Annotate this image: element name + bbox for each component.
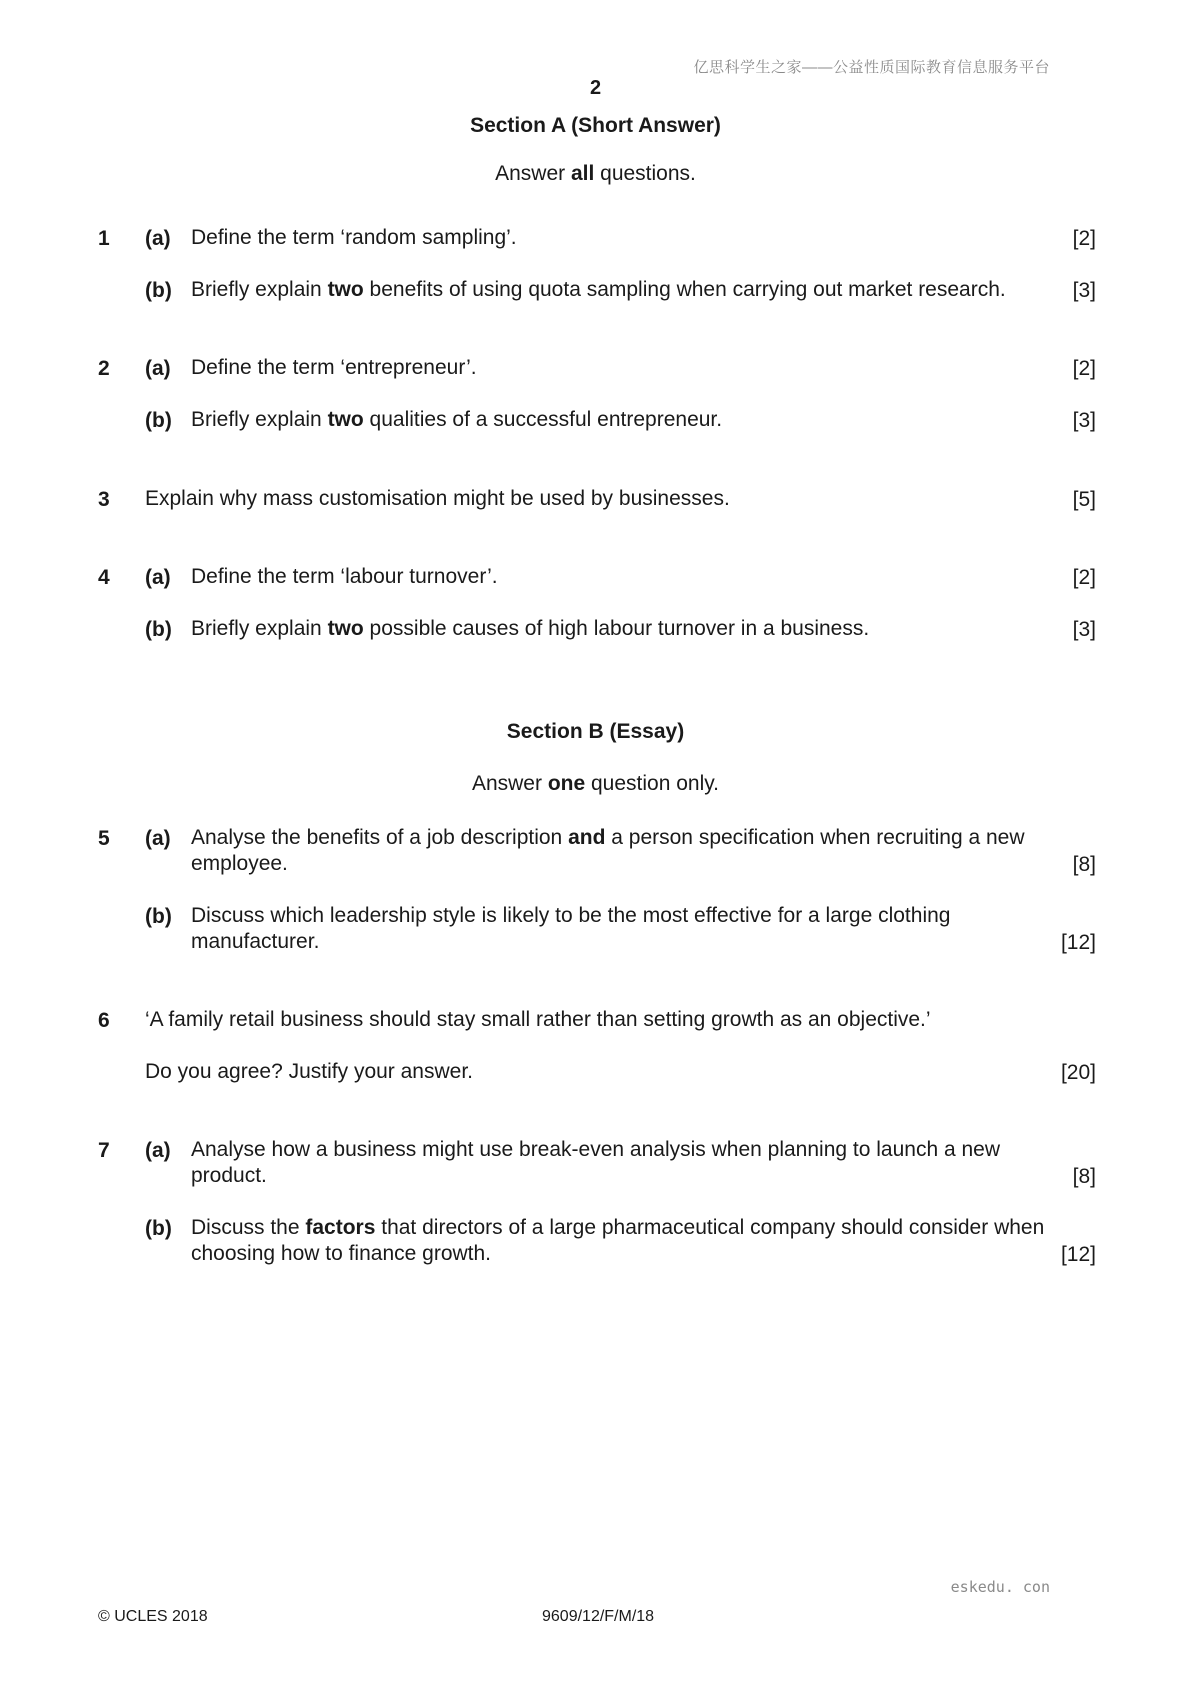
section-b-title: Section B (Essay) xyxy=(506,720,685,743)
q5-part-b-mark: [12] xyxy=(1060,931,1096,954)
q2-part-b-text: Briefly explain two qualities of a successful entrepreneur. xyxy=(191,408,723,431)
question-number-2: 2 xyxy=(98,357,110,380)
q6-prompt: Do you agree? Justify your answer. xyxy=(145,1060,474,1083)
question-number-4: 4 xyxy=(98,566,110,589)
q2-part-b-mark: [3] xyxy=(1072,409,1096,432)
footer-paper-code: 9609/12/F/M/18 xyxy=(542,1608,655,1625)
q1-part-a-mark: [2] xyxy=(1072,227,1096,250)
section-b-instruction: Answer one question only. xyxy=(471,772,720,795)
q2-part-a-mark: [2] xyxy=(1072,357,1096,380)
q3-mark: [5] xyxy=(1072,488,1096,511)
section-a-instruction: Answer all questions. xyxy=(495,162,696,185)
q6-mark: [20] xyxy=(1060,1061,1096,1084)
footer-copyright: © UCLES 2018 xyxy=(98,1608,208,1625)
question-number-3: 3 xyxy=(98,488,110,511)
q3-text: Explain why mass customisation might be used by businesses. xyxy=(145,487,730,510)
q1-part-b-label: (b) xyxy=(145,279,172,302)
q5-part-a-mark: [8] xyxy=(1072,853,1096,876)
q6-quote: ‘A family retail business should stay small rather than setting growth as an objective.’ xyxy=(145,1008,931,1031)
q5-part-a-line1: Analyse the benefits of a job description and a person specification when recruiting a new xyxy=(191,826,1025,849)
q7-part-b-label: (b) xyxy=(145,1217,172,1240)
q1-part-b-mark: [3] xyxy=(1072,279,1096,302)
q1-part-a-text: Define the term ‘random sampling’. xyxy=(191,226,517,249)
section-a-title: Section A (Short Answer) xyxy=(470,114,721,137)
q5-part-b-line1: Discuss which leadership style is likely to be the most effective for a large clothing xyxy=(191,904,951,927)
q7-part-b-line1: Discuss the factors that directors of a large pharmaceutical company should consider when xyxy=(191,1216,1045,1239)
q4-part-b-text: Briefly explain two possible causes of high labour turnover in a business. xyxy=(191,617,870,640)
q2-part-a-text: Define the term ‘entrepreneur’. xyxy=(191,356,477,379)
watermark-footer: eskedu. con xyxy=(950,1578,1050,1596)
q2-part-b-label: (b) xyxy=(145,409,172,432)
watermark-header: 亿思科学生之家——公益性质国际教育信息服务平台 xyxy=(693,59,1050,76)
page-number: 2 xyxy=(589,77,602,99)
q5-part-b-label: (b) xyxy=(145,905,172,928)
q4-part-a-mark: [2] xyxy=(1072,566,1096,589)
q4-part-b-mark: [3] xyxy=(1072,618,1096,641)
q2-part-a-label: (a) xyxy=(145,357,171,380)
question-number-1: 1 xyxy=(98,227,110,250)
q1-part-a-label: (a) xyxy=(145,227,171,250)
q1-part-b-text: Briefly explain two benefits of using quota sampling when carrying out market research. xyxy=(191,278,1006,301)
q5-part-a-line2: employee. xyxy=(191,852,288,875)
q4-part-b-label: (b) xyxy=(145,618,172,641)
q7-part-a-label: (a) xyxy=(145,1139,171,1162)
q7-part-a-mark: [8] xyxy=(1072,1165,1096,1188)
q5-part-a-label: (a) xyxy=(145,827,171,850)
q7-part-a-line2: product. xyxy=(191,1164,267,1187)
q7-part-b-line2: choosing how to finance growth. xyxy=(191,1242,492,1265)
q7-part-a-line1: Analyse how a business might use break-even analysis when planning to launch a new xyxy=(191,1138,1000,1161)
question-number-7: 7 xyxy=(98,1139,110,1162)
q4-part-a-text: Define the term ‘labour turnover’. xyxy=(191,565,498,588)
question-number-6: 6 xyxy=(98,1009,110,1032)
q7-part-b-mark: [12] xyxy=(1060,1243,1096,1266)
question-number-5: 5 xyxy=(98,827,110,850)
q4-part-a-label: (a) xyxy=(145,566,171,589)
q5-part-b-line2: manufacturer. xyxy=(191,930,320,953)
